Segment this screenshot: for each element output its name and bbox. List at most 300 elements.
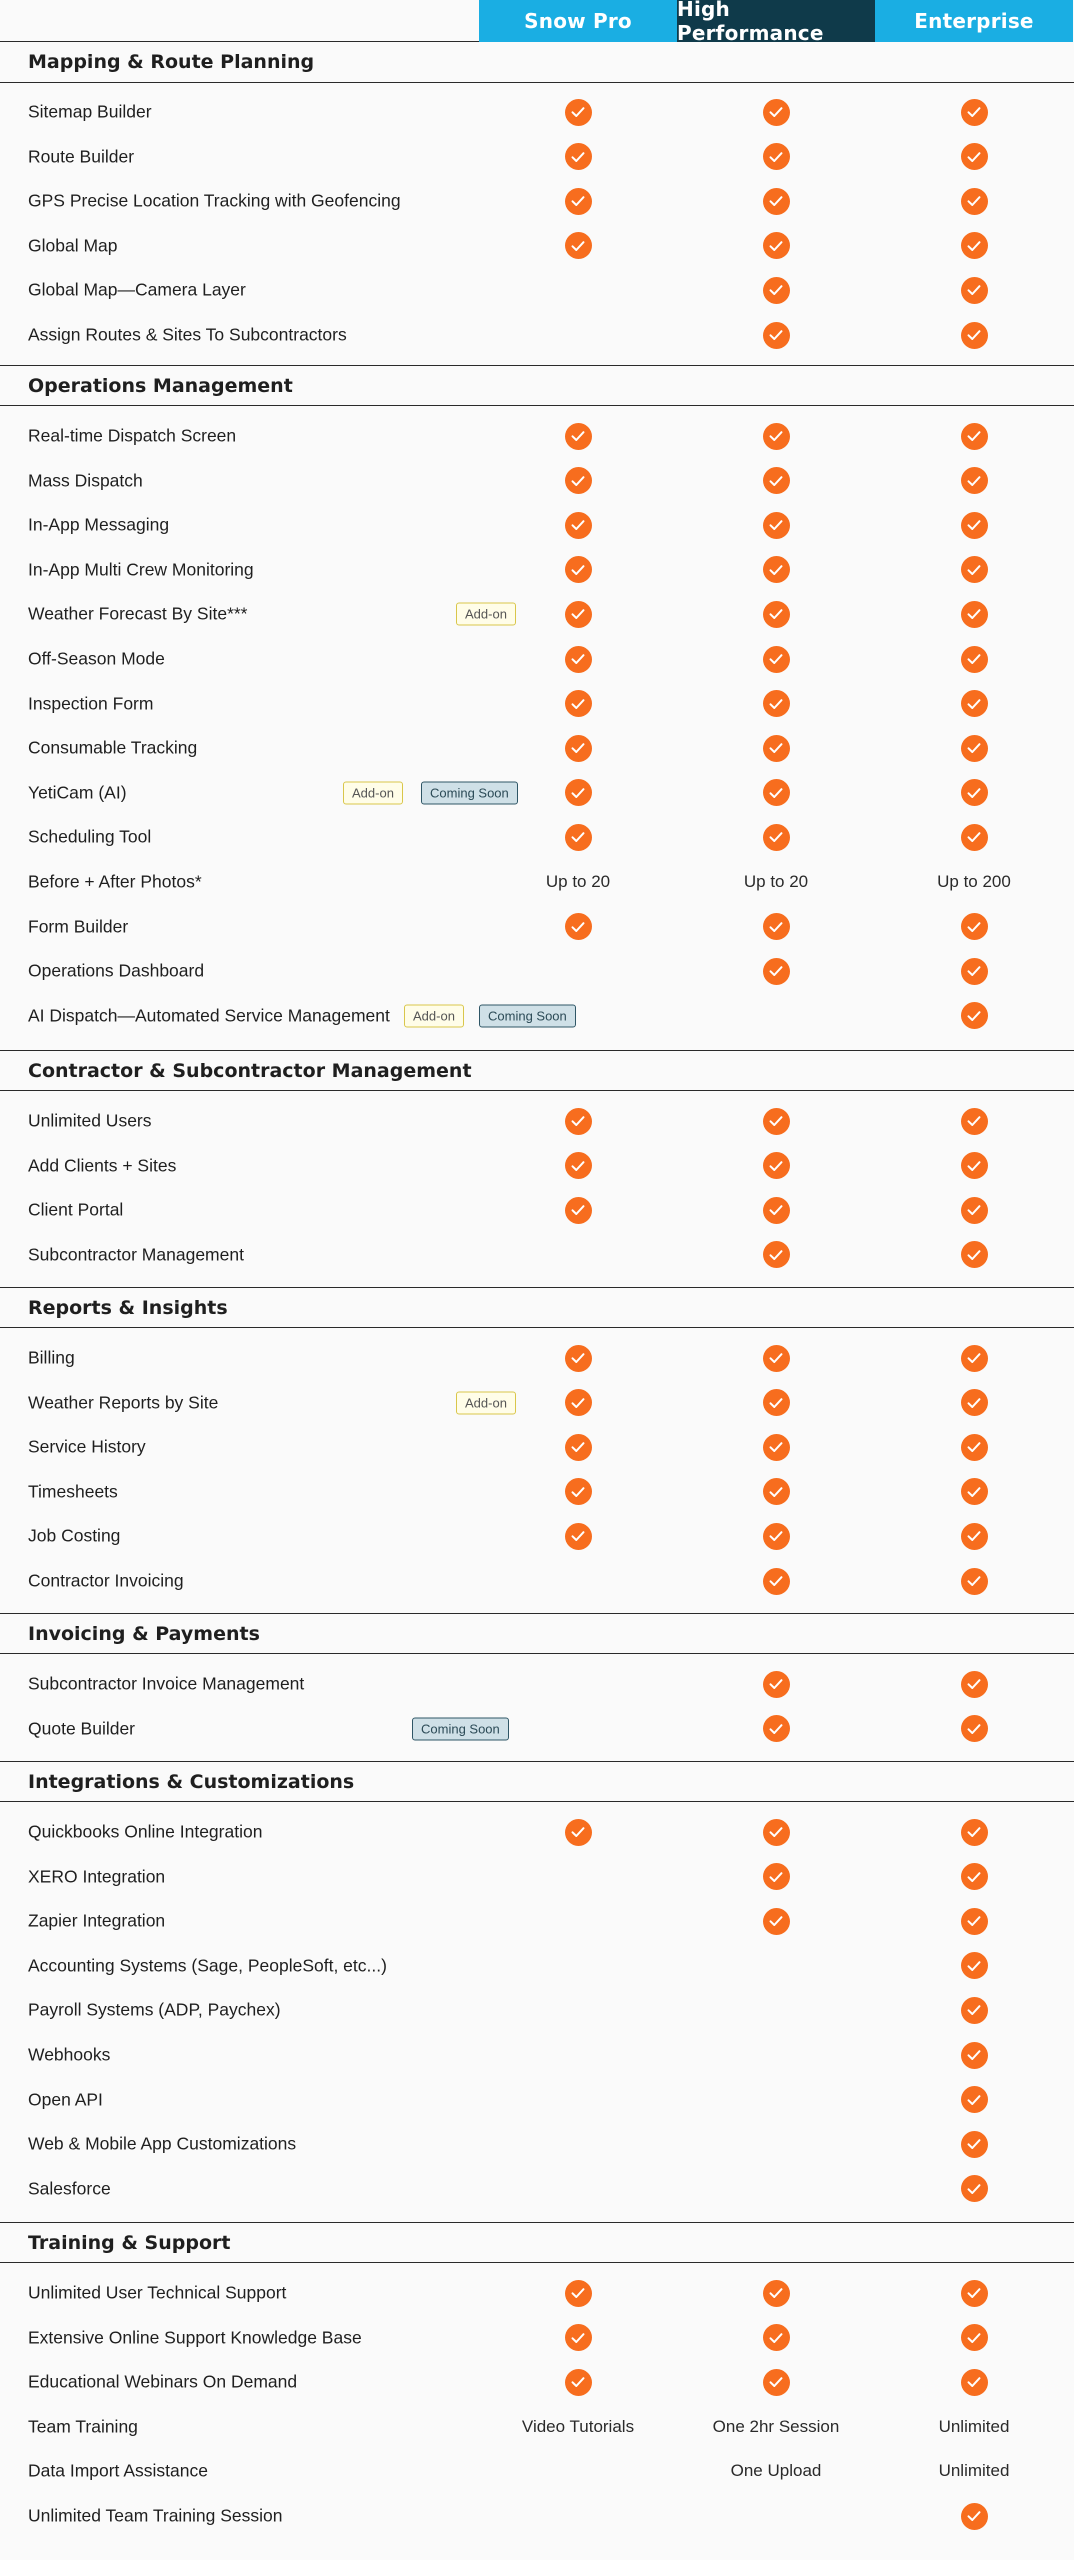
check-circle-icon	[763, 958, 790, 985]
check-circle-icon	[961, 1863, 988, 1890]
check-circle-icon	[961, 1345, 988, 1372]
feature-name: Assign Routes & Sites To Subcontractors	[28, 324, 347, 345]
plan-cell-enterprise	[875, 414, 1073, 458]
feature-row	[0, 2167, 1074, 2211]
plan-cell-enterprise	[875, 771, 1073, 815]
feature-name: Add Clients + Sites	[28, 1155, 177, 1176]
plan-cell-snow-pro	[479, 313, 677, 357]
feature-row	[0, 224, 1074, 268]
feature-name: Consumable Tracking	[28, 737, 198, 758]
plan-cell-enterprise	[875, 592, 1073, 636]
plan-cell-high-performance	[677, 1233, 875, 1277]
plan-cell-snow-pro	[479, 135, 677, 179]
plan-cell-value: One Upload	[730, 2461, 822, 2481]
plan-cell-snow-pro	[479, 1988, 677, 2032]
feature-name: Timesheets	[28, 1481, 118, 1502]
check-circle-icon	[763, 322, 790, 349]
plan-cell-value: Unlimited	[938, 2416, 1010, 2436]
feature-name: Payroll Systems (ADP, Paychex)	[28, 1999, 281, 2020]
plan-cell-enterprise	[875, 135, 1073, 179]
check-circle-icon	[763, 1345, 790, 1372]
plan-cell-snow-pro	[479, 2405, 677, 2449]
addon-badge: Add-on	[456, 1391, 516, 1414]
plan-cell-high-performance	[677, 2316, 875, 2360]
plan-cell-value: One 2hr Session	[712, 2416, 840, 2436]
feature-name: Webhooks	[28, 2044, 111, 2065]
addon-badge: Add-on	[404, 1004, 464, 1027]
check-circle-icon	[961, 188, 988, 215]
plan-cell-snow-pro	[479, 459, 677, 503]
feature-name: Weather Forecast By Site***	[28, 603, 248, 624]
section-header	[0, 1761, 1074, 1802]
check-circle-icon	[763, 2280, 790, 2307]
check-circle-icon	[565, 1152, 592, 1179]
feature-name: Unlimited User Technical Support	[28, 2282, 287, 2303]
plan-cell-snow-pro	[479, 1810, 677, 1854]
feature-name: Open API	[28, 2089, 103, 2110]
plan-cell-high-performance	[677, 179, 875, 223]
coming-soon-badge: Coming Soon	[421, 781, 518, 804]
section-title: Integrations & Customizations	[28, 1770, 355, 1793]
feature-name: Scheduling Tool	[28, 826, 152, 847]
plan-cell-high-performance	[677, 726, 875, 770]
feature-name: Global Map	[28, 235, 118, 256]
feature-name: Accounting Systems (Sage, PeopleSoft, etc...)	[28, 1955, 387, 1976]
plan-cell-snow-pro	[479, 726, 677, 770]
feature-row	[0, 2405, 1074, 2449]
plan-cell-enterprise	[875, 313, 1073, 357]
plan-cell-high-performance	[677, 2405, 875, 2449]
section-header	[0, 365, 1074, 406]
plan-cell-snow-pro	[479, 682, 677, 726]
check-circle-icon	[961, 601, 988, 628]
feature-name: Unlimited Team Training Session	[28, 2505, 283, 2526]
plan-cell-high-performance	[677, 771, 875, 815]
plan-cell-high-performance	[677, 1707, 875, 1751]
plan-cell-high-performance	[677, 1514, 875, 1558]
plan-cell-high-performance	[677, 135, 875, 179]
plan-cell-enterprise	[875, 1707, 1073, 1751]
check-circle-icon	[763, 2369, 790, 2396]
feature-name: Contractor Invoicing	[28, 1570, 184, 1591]
feature-row	[0, 135, 1074, 179]
feature-row	[0, 1381, 1074, 1425]
check-circle-icon	[763, 1863, 790, 1890]
plan-cell-enterprise	[875, 2167, 1073, 2211]
feature-name: Weather Reports by Site	[28, 1392, 219, 1413]
check-circle-icon	[961, 1952, 988, 1979]
feature-name: Educational Webinars On Demand	[28, 2371, 298, 2392]
check-circle-icon	[961, 2280, 988, 2307]
plan-cell-high-performance	[677, 1810, 875, 1854]
check-circle-icon	[763, 99, 790, 126]
plan-cell-enterprise	[875, 179, 1073, 223]
feature-name: AI Dispatch—Automated Service Management	[28, 1005, 390, 1026]
feature-row	[0, 1944, 1074, 1988]
plan-cell-enterprise	[875, 682, 1073, 726]
plan-cell-snow-pro	[479, 592, 677, 636]
plan-cell-value: Unlimited	[938, 2461, 1010, 2481]
feature-row	[0, 1855, 1074, 1899]
feature-row	[0, 905, 1074, 949]
plan-cell-enterprise	[875, 1944, 1073, 1988]
plan-cell-enterprise	[875, 2405, 1073, 2449]
check-circle-icon	[961, 2369, 988, 2396]
check-circle-icon	[961, 2131, 988, 2158]
plan-cell-snow-pro	[479, 414, 677, 458]
check-circle-icon	[763, 1568, 790, 1595]
check-circle-icon	[961, 824, 988, 851]
check-circle-icon	[961, 1997, 988, 2024]
check-circle-icon	[961, 646, 988, 673]
plan-cell-enterprise	[875, 860, 1073, 904]
plan-cell-snow-pro	[479, 1336, 677, 1380]
plan-cell-high-performance	[677, 1559, 875, 1603]
check-circle-icon	[763, 824, 790, 851]
feature-row	[0, 2271, 1074, 2315]
section-title: Training & Support	[28, 2231, 231, 2254]
section-title: Mapping & Route Planning	[28, 51, 315, 73]
check-circle-icon	[961, 2503, 988, 2530]
check-circle-icon	[763, 2324, 790, 2351]
check-circle-icon	[763, 467, 790, 494]
check-circle-icon	[763, 1197, 790, 1224]
check-circle-icon	[961, 2042, 988, 2069]
plan-cell-value: Video Tutorials	[521, 2416, 635, 2436]
feature-name: Subcontractor Invoice Management	[28, 1673, 305, 1694]
check-circle-icon	[763, 1671, 790, 1698]
feature-row	[0, 90, 1074, 134]
feature-name: Before + After Photos*	[28, 871, 202, 892]
check-circle-icon	[763, 1434, 790, 1461]
plan-cell-high-performance	[677, 313, 875, 357]
plan-cell-high-performance	[677, 949, 875, 993]
check-circle-icon	[961, 1002, 988, 1029]
plan-cell-snow-pro	[479, 994, 677, 1038]
check-circle-icon	[565, 690, 592, 717]
check-circle-icon	[565, 512, 592, 539]
coming-soon-badge: Coming Soon	[412, 1717, 509, 1740]
plan-cell-snow-pro	[479, 503, 677, 547]
check-circle-icon	[961, 143, 988, 170]
check-circle-icon	[763, 646, 790, 673]
check-circle-icon	[763, 601, 790, 628]
plan-cell-high-performance	[677, 1144, 875, 1188]
feature-row	[0, 1707, 1074, 1751]
check-circle-icon	[565, 99, 592, 126]
plan-cell-snow-pro	[479, 2360, 677, 2404]
plan-cell-high-performance	[677, 90, 875, 134]
check-circle-icon	[763, 1241, 790, 1268]
plan-cell-snow-pro	[479, 1188, 677, 1232]
feature-row	[0, 2449, 1074, 2493]
plan-cell-snow-pro	[479, 1514, 677, 1558]
plan-cell-snow-pro	[479, 2271, 677, 2315]
feature-row	[0, 1899, 1074, 1943]
check-circle-icon	[961, 1715, 988, 1742]
check-circle-icon	[763, 1908, 790, 1935]
plan-cell-snow-pro	[479, 179, 677, 223]
plan-high-performance: High Performance	[677, 0, 875, 42]
feature-name: Mass Dispatch	[28, 470, 143, 491]
check-circle-icon	[763, 1523, 790, 1550]
plan-cell-enterprise	[875, 2316, 1073, 2360]
plan-cell-high-performance	[677, 548, 875, 592]
check-circle-icon	[565, 779, 592, 806]
check-circle-icon	[763, 735, 790, 762]
plan-cell-high-performance	[677, 682, 875, 726]
plan-cell-high-performance	[677, 1099, 875, 1143]
check-circle-icon	[961, 1241, 988, 1268]
check-circle-icon	[961, 2175, 988, 2202]
plan-cell-enterprise	[875, 268, 1073, 312]
check-circle-icon	[961, 1152, 988, 1179]
plan-cell-high-performance	[677, 860, 875, 904]
plan-cell-enterprise	[875, 2078, 1073, 2122]
feature-row	[0, 1425, 1074, 1469]
check-circle-icon	[961, 690, 988, 717]
plan-cell-high-performance	[677, 2449, 875, 2493]
check-circle-icon	[961, 1389, 988, 1416]
feature-name: Unlimited Users	[28, 1110, 152, 1131]
plan-cell-high-performance	[677, 1662, 875, 1706]
check-circle-icon	[763, 512, 790, 539]
plan-cell-snow-pro	[479, 1233, 677, 1277]
plan-cell-snow-pro	[479, 2494, 677, 2538]
plan-cell-snow-pro	[479, 1425, 677, 1469]
feature-name: Team Training	[28, 2416, 138, 2437]
check-circle-icon	[763, 143, 790, 170]
plan-cell-high-performance	[677, 592, 875, 636]
plan-cell-high-performance	[677, 2271, 875, 2315]
plan-cell-high-performance	[677, 2494, 875, 2538]
check-circle-icon	[565, 735, 592, 762]
feature-row	[0, 682, 1074, 726]
check-circle-icon	[565, 1478, 592, 1505]
feature-row	[0, 1336, 1074, 1380]
feature-row	[0, 592, 1074, 636]
feature-name: Inspection Form	[28, 693, 154, 714]
feature-row	[0, 1470, 1074, 1514]
feature-name: Zapier Integration	[28, 1910, 166, 1931]
feature-row	[0, 1662, 1074, 1706]
check-circle-icon	[763, 1715, 790, 1742]
plan-cell-enterprise	[875, 1381, 1073, 1425]
check-circle-icon	[961, 99, 988, 126]
plan-cell-high-performance	[677, 2078, 875, 2122]
feature-row	[0, 1233, 1074, 1277]
section-header	[0, 42, 1074, 83]
plan-cell-snow-pro	[479, 90, 677, 134]
check-circle-icon	[565, 1197, 592, 1224]
plan-cell-snow-pro	[479, 2449, 677, 2493]
check-circle-icon	[961, 1568, 988, 1595]
check-circle-icon	[961, 1108, 988, 1135]
feature-row	[0, 2316, 1074, 2360]
plan-cell-high-performance	[677, 1336, 875, 1380]
check-circle-icon	[565, 1108, 592, 1135]
plan-cell-snow-pro	[479, 2033, 677, 2077]
plan-cell-high-performance	[677, 994, 875, 1038]
plan-cell-enterprise	[875, 548, 1073, 592]
feature-name: Sitemap Builder	[28, 101, 152, 122]
feature-row	[0, 1988, 1074, 2032]
section-header	[0, 1613, 1074, 1654]
plan-cell-snow-pro	[479, 771, 677, 815]
feature-name: Off-Season Mode	[28, 648, 165, 669]
feature-name: Subcontractor Management	[28, 1244, 244, 1265]
plan-cell-enterprise	[875, 637, 1073, 681]
feature-row	[0, 414, 1074, 458]
check-circle-icon	[961, 779, 988, 806]
plan-cell-enterprise	[875, 815, 1073, 859]
check-circle-icon	[565, 1523, 592, 1550]
plan-cell-snow-pro	[479, 1662, 677, 1706]
feature-name: Global Map—Camera Layer	[28, 279, 246, 300]
check-circle-icon	[763, 1478, 790, 1505]
plan-cell-high-performance	[677, 1944, 875, 1988]
feature-name: Client Portal	[28, 1199, 124, 1220]
plan-cell-high-performance	[677, 905, 875, 949]
check-circle-icon	[565, 232, 592, 259]
check-circle-icon	[565, 1389, 592, 1416]
feature-row	[0, 1099, 1074, 1143]
feature-row	[0, 2078, 1074, 2122]
plan-cell-snow-pro	[479, 815, 677, 859]
feature-name: Extensive Online Support Knowledge Base	[28, 2327, 362, 2348]
section-header	[0, 1287, 1074, 1328]
plan-cell-enterprise	[875, 90, 1073, 134]
plan-cell-high-performance	[677, 224, 875, 268]
plan-cell-high-performance	[677, 1855, 875, 1899]
plan-cell-high-performance	[677, 2033, 875, 2077]
check-circle-icon	[961, 1819, 988, 1846]
feature-name: Job Costing	[28, 1525, 121, 1546]
check-circle-icon	[961, 467, 988, 494]
check-circle-icon	[961, 1478, 988, 1505]
feature-row	[0, 1514, 1074, 1558]
check-circle-icon	[763, 690, 790, 717]
section-title: Contractor & Subcontractor Management	[28, 1059, 472, 1082]
plan-cell-enterprise	[875, 2360, 1073, 2404]
section-title: Invoicing & Payments	[28, 1622, 260, 1645]
feature-name: Route Builder	[28, 146, 135, 167]
plan-cell-value: Up to 200	[937, 872, 1011, 891]
feature-row	[0, 503, 1074, 547]
feature-row	[0, 726, 1074, 770]
plan-cell-snow-pro	[479, 1855, 677, 1899]
check-circle-icon	[763, 1152, 790, 1179]
section-title: Operations Management	[28, 374, 293, 397]
check-circle-icon	[565, 143, 592, 170]
plan-cell-snow-pro	[479, 1470, 677, 1514]
check-circle-icon	[961, 735, 988, 762]
feature-row	[0, 771, 1074, 815]
feature-name: Salesforce	[28, 2178, 111, 2199]
plan-cell-enterprise	[875, 1470, 1073, 1514]
feature-row	[0, 2033, 1074, 2077]
check-circle-icon	[763, 1108, 790, 1135]
plan-cell-enterprise	[875, 2033, 1073, 2077]
feature-row	[0, 313, 1074, 357]
feature-name: YetiCam (AI)	[28, 782, 127, 803]
plan-cell-snow-pro	[479, 2122, 677, 2166]
check-circle-icon	[763, 1819, 790, 1846]
check-circle-icon	[565, 1819, 592, 1846]
plan-cell-high-performance	[677, 1425, 875, 1469]
check-circle-icon	[961, 2086, 988, 2113]
plan-cell-enterprise	[875, 2122, 1073, 2166]
check-circle-icon	[961, 423, 988, 450]
plan-cell-enterprise	[875, 1514, 1073, 1558]
feature-name: Quickbooks Online Integration	[28, 1821, 263, 1842]
plan-cell-snow-pro	[479, 548, 677, 592]
plan-cell-enterprise	[875, 1899, 1073, 1943]
feature-row	[0, 1188, 1074, 1232]
plan-cell-enterprise	[875, 1810, 1073, 1854]
feature-row	[0, 2494, 1074, 2538]
check-circle-icon	[961, 232, 988, 259]
plan-cell-enterprise	[875, 994, 1073, 1038]
plan-cell-snow-pro	[479, 2078, 677, 2122]
plan-cell-snow-pro	[479, 860, 677, 904]
feature-name: In-App Messaging	[28, 514, 170, 535]
feature-name: Operations Dashboard	[28, 960, 205, 981]
feature-row	[0, 2360, 1074, 2404]
check-circle-icon	[763, 423, 790, 450]
feature-name: Quote Builder	[28, 1718, 136, 1739]
feature-row	[0, 179, 1074, 223]
plan-cell-enterprise	[875, 503, 1073, 547]
check-circle-icon	[961, 1434, 988, 1461]
feature-row	[0, 1144, 1074, 1188]
feature-row	[0, 637, 1074, 681]
coming-soon-badge: Coming Soon	[479, 1004, 576, 1027]
feature-name: Service History	[28, 1436, 146, 1457]
plan-cell-enterprise	[875, 1662, 1073, 1706]
check-circle-icon	[961, 556, 988, 583]
check-circle-icon	[565, 913, 592, 940]
plan-cell-snow-pro	[479, 1559, 677, 1603]
plan-cell-high-performance	[677, 459, 875, 503]
check-circle-icon	[565, 646, 592, 673]
check-circle-icon	[961, 1523, 988, 1550]
check-circle-icon	[565, 601, 592, 628]
plan-header	[0, 0, 1074, 45]
check-circle-icon	[961, 1197, 988, 1224]
plan-cell-high-performance	[677, 503, 875, 547]
plan-cell-high-performance	[677, 2122, 875, 2166]
plan-cell-high-performance	[677, 637, 875, 681]
plan-cell-snow-pro	[479, 224, 677, 268]
plan-cell-value: Up to 20	[545, 872, 611, 891]
feature-row	[0, 2122, 1074, 2166]
plan-cell-value: Up to 20	[743, 872, 809, 891]
plan-cell-enterprise	[875, 1855, 1073, 1899]
plan-cell-enterprise	[875, 1336, 1073, 1380]
plan-cell-snow-pro	[479, 1899, 677, 1943]
check-circle-icon	[565, 2324, 592, 2351]
plan-cell-snow-pro	[479, 1381, 677, 1425]
feature-name: In-App Multi Crew Monitoring	[28, 559, 254, 580]
plan-cell-enterprise	[875, 1559, 1073, 1603]
feature-row	[0, 994, 1074, 1038]
plan-cell-high-performance	[677, 1470, 875, 1514]
feature-row	[0, 459, 1074, 503]
feature-name: XERO Integration	[28, 1866, 166, 1887]
plan-cell-enterprise	[875, 905, 1073, 949]
plan-cell-enterprise	[875, 2494, 1073, 2538]
